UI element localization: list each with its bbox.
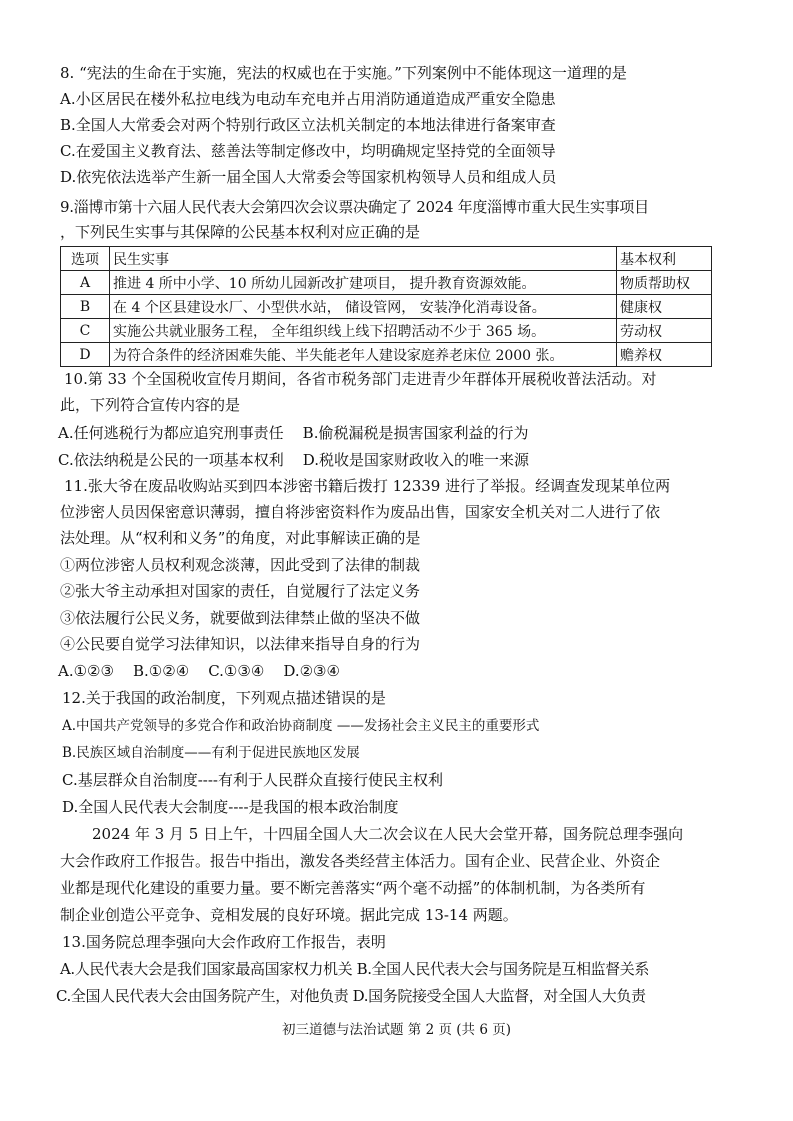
page-footer: 初三道德与法治试题 第 2 页 (共 6 页) <box>282 1022 511 1038</box>
q12-option-d: D.全国人民代表大会制度----是我国的根本政治制度 <box>62 798 399 816</box>
q13-options-row1: A.人民代表大会是我们国家最高国家权力机关 B.全国人民代表大会与国务院是互相监督关系 <box>60 960 649 978</box>
q8-stem: 8. “宪法的生命在于实施，宪法的权威也在于实施。”下列案例中不能体现这一道理的是 <box>60 64 627 82</box>
q12-option-b: B.民族区域自治制度——有利于促进民族地区发展 <box>62 745 360 761</box>
q13-stem: 13.国务院总理李强向大会作政府工作报告，表明 <box>62 933 386 951</box>
passage-line-1: 2024 年 3 月 5 日上午，十四届全国人大二次会议在人民大会堂开幕，国务院总理李强向 <box>92 825 684 843</box>
q12-option-a: A.中国共产党领导的多党合作和政治协商制度 ——发扬社会主义民主的重要形式 <box>62 718 540 734</box>
row-option: C <box>61 319 110 343</box>
q11-stem-cont2: 法处理。从“权利和义务”的角度，对此事解读正确的是 <box>60 529 421 547</box>
row-right: 赡养权 <box>617 343 712 367</box>
q10-options-row1: A.任何逃税行为都应追究刑事责任 B.偷税漏税是损害国家利益的行为 <box>58 424 529 442</box>
q10-options-row2: C.依法纳税是公民的一项基本权利 D.税收是国家财政收入的唯一来源 <box>58 451 530 469</box>
q11-answers: A.①②③ B.①②④ C.①③④ D.②③④ <box>58 662 340 680</box>
row-item: 实施公共就业服务工程， 全年组织线上线下招聘活动不少于 365 场。 <box>110 319 617 343</box>
row-item: 在 4 个区县建设水厂、小型供水站， 储设管网， 安装净化消毒设备。 <box>110 295 617 319</box>
row-item: 为符合条件的经济困难失能、半失能老年人建设家庭养老床位 2000 张。 <box>110 343 617 367</box>
q8-option-c: C.在爱国主义教育法、慈善法等制定修改中，均明确规定坚持党的全面领导 <box>60 142 556 160</box>
q10-stem: 10.第 33 个全国税收宣传月期间，各省市税务部门走进青少年群体开展税收普法活动。对 <box>64 370 657 388</box>
table-row <box>61 271 712 295</box>
q8-option-d: D.依宪依法选举产生新一届全国人大常委会等国家机构领导人员和组成人员 <box>60 168 557 186</box>
q11-stem-cont1: 位涉密人员因保密意识薄弱，擅自将涉密资料作为废品出售，国家安全机关对二人进行了依 <box>60 503 661 521</box>
row-right: 物质帮助权 <box>617 271 712 295</box>
table-header-row <box>61 247 712 271</box>
row-item: 推进 4 所中小学、10 所幼儿园新改扩建项目， 提升教育资源效能。 <box>110 271 617 295</box>
header-option: 选项 <box>61 247 110 271</box>
q10-stem-cont: 此，下列符合宣传内容的是 <box>60 396 241 414</box>
q11-item-3: ③依法履行公民义务，就要做到法律禁止做的坚决不做 <box>60 609 421 627</box>
header-item: 民生实事 <box>110 247 617 271</box>
table-row <box>61 295 712 319</box>
q12-stem: 12.关于我国的政治制度，下列观点描述错误的是 <box>62 689 386 707</box>
q8-option-b: B.全国人大常委会对两个特别行政区立法机关制定的本地法律进行备案审查 <box>60 116 556 134</box>
row-right: 健康权 <box>617 295 712 319</box>
passage-line-3: 业都是现代化建设的重要力量。要不断完善落实“两个毫不动摇”的体制机制，为各类所有 <box>60 879 646 897</box>
q11-item-1: ①两位涉密人员权利观念淡薄，因此受到了法律的制裁 <box>60 556 421 574</box>
q9-table <box>60 246 712 367</box>
passage-line-4: 制企业创造公平竞争、竞相发展的良好环境。据此完成 13-14 两题。 <box>60 906 518 924</box>
q13-options-row2: C.全国人民代表大会由国务院产生，对他负责 D.国务院接受全国人大监督，对全国人大负责 <box>56 987 646 1005</box>
q11-stem: 11.张大爷在废品收购站买到四本涉密书籍后拨打 12339 进行了举报。经调查发现某单位两 <box>64 477 671 495</box>
q11-item-4: ④公民要自觉学习法律知识，以法律来指导自身的行为 <box>60 635 421 653</box>
q11-item-2: ②张大爷主动承担对国家的责任，自觉履行了法定义务 <box>60 582 421 600</box>
q12-option-c: C.基层群众自治制度----有利于人民群众直接行使民主权利 <box>62 771 443 789</box>
row-option: A <box>61 271 110 295</box>
table-row <box>61 319 712 343</box>
row-option: B <box>61 295 110 319</box>
q9-stem: 9.淄博市第十六届人民代表大会第四次会议票决确定了 2024 年度淄博市重大民生实事项目 <box>60 198 649 216</box>
header-right: 基本权利 <box>617 247 712 271</box>
passage-line-2: 大会作政府工作报告。报告中指出，激发各类经营主体活力。国有企业、民营企业、外资企 <box>60 852 661 870</box>
q9-stem-cont: ，下列民生实事与其保障的公民基本权利对应正确的是 <box>60 223 421 241</box>
table-row <box>61 343 712 367</box>
q8-option-a: A.小区居民在楼外私拉电线为电动车充电并占用消防通道造成严重安全隐患 <box>60 90 556 108</box>
row-right: 劳动权 <box>617 319 712 343</box>
row-option: D <box>61 343 110 367</box>
